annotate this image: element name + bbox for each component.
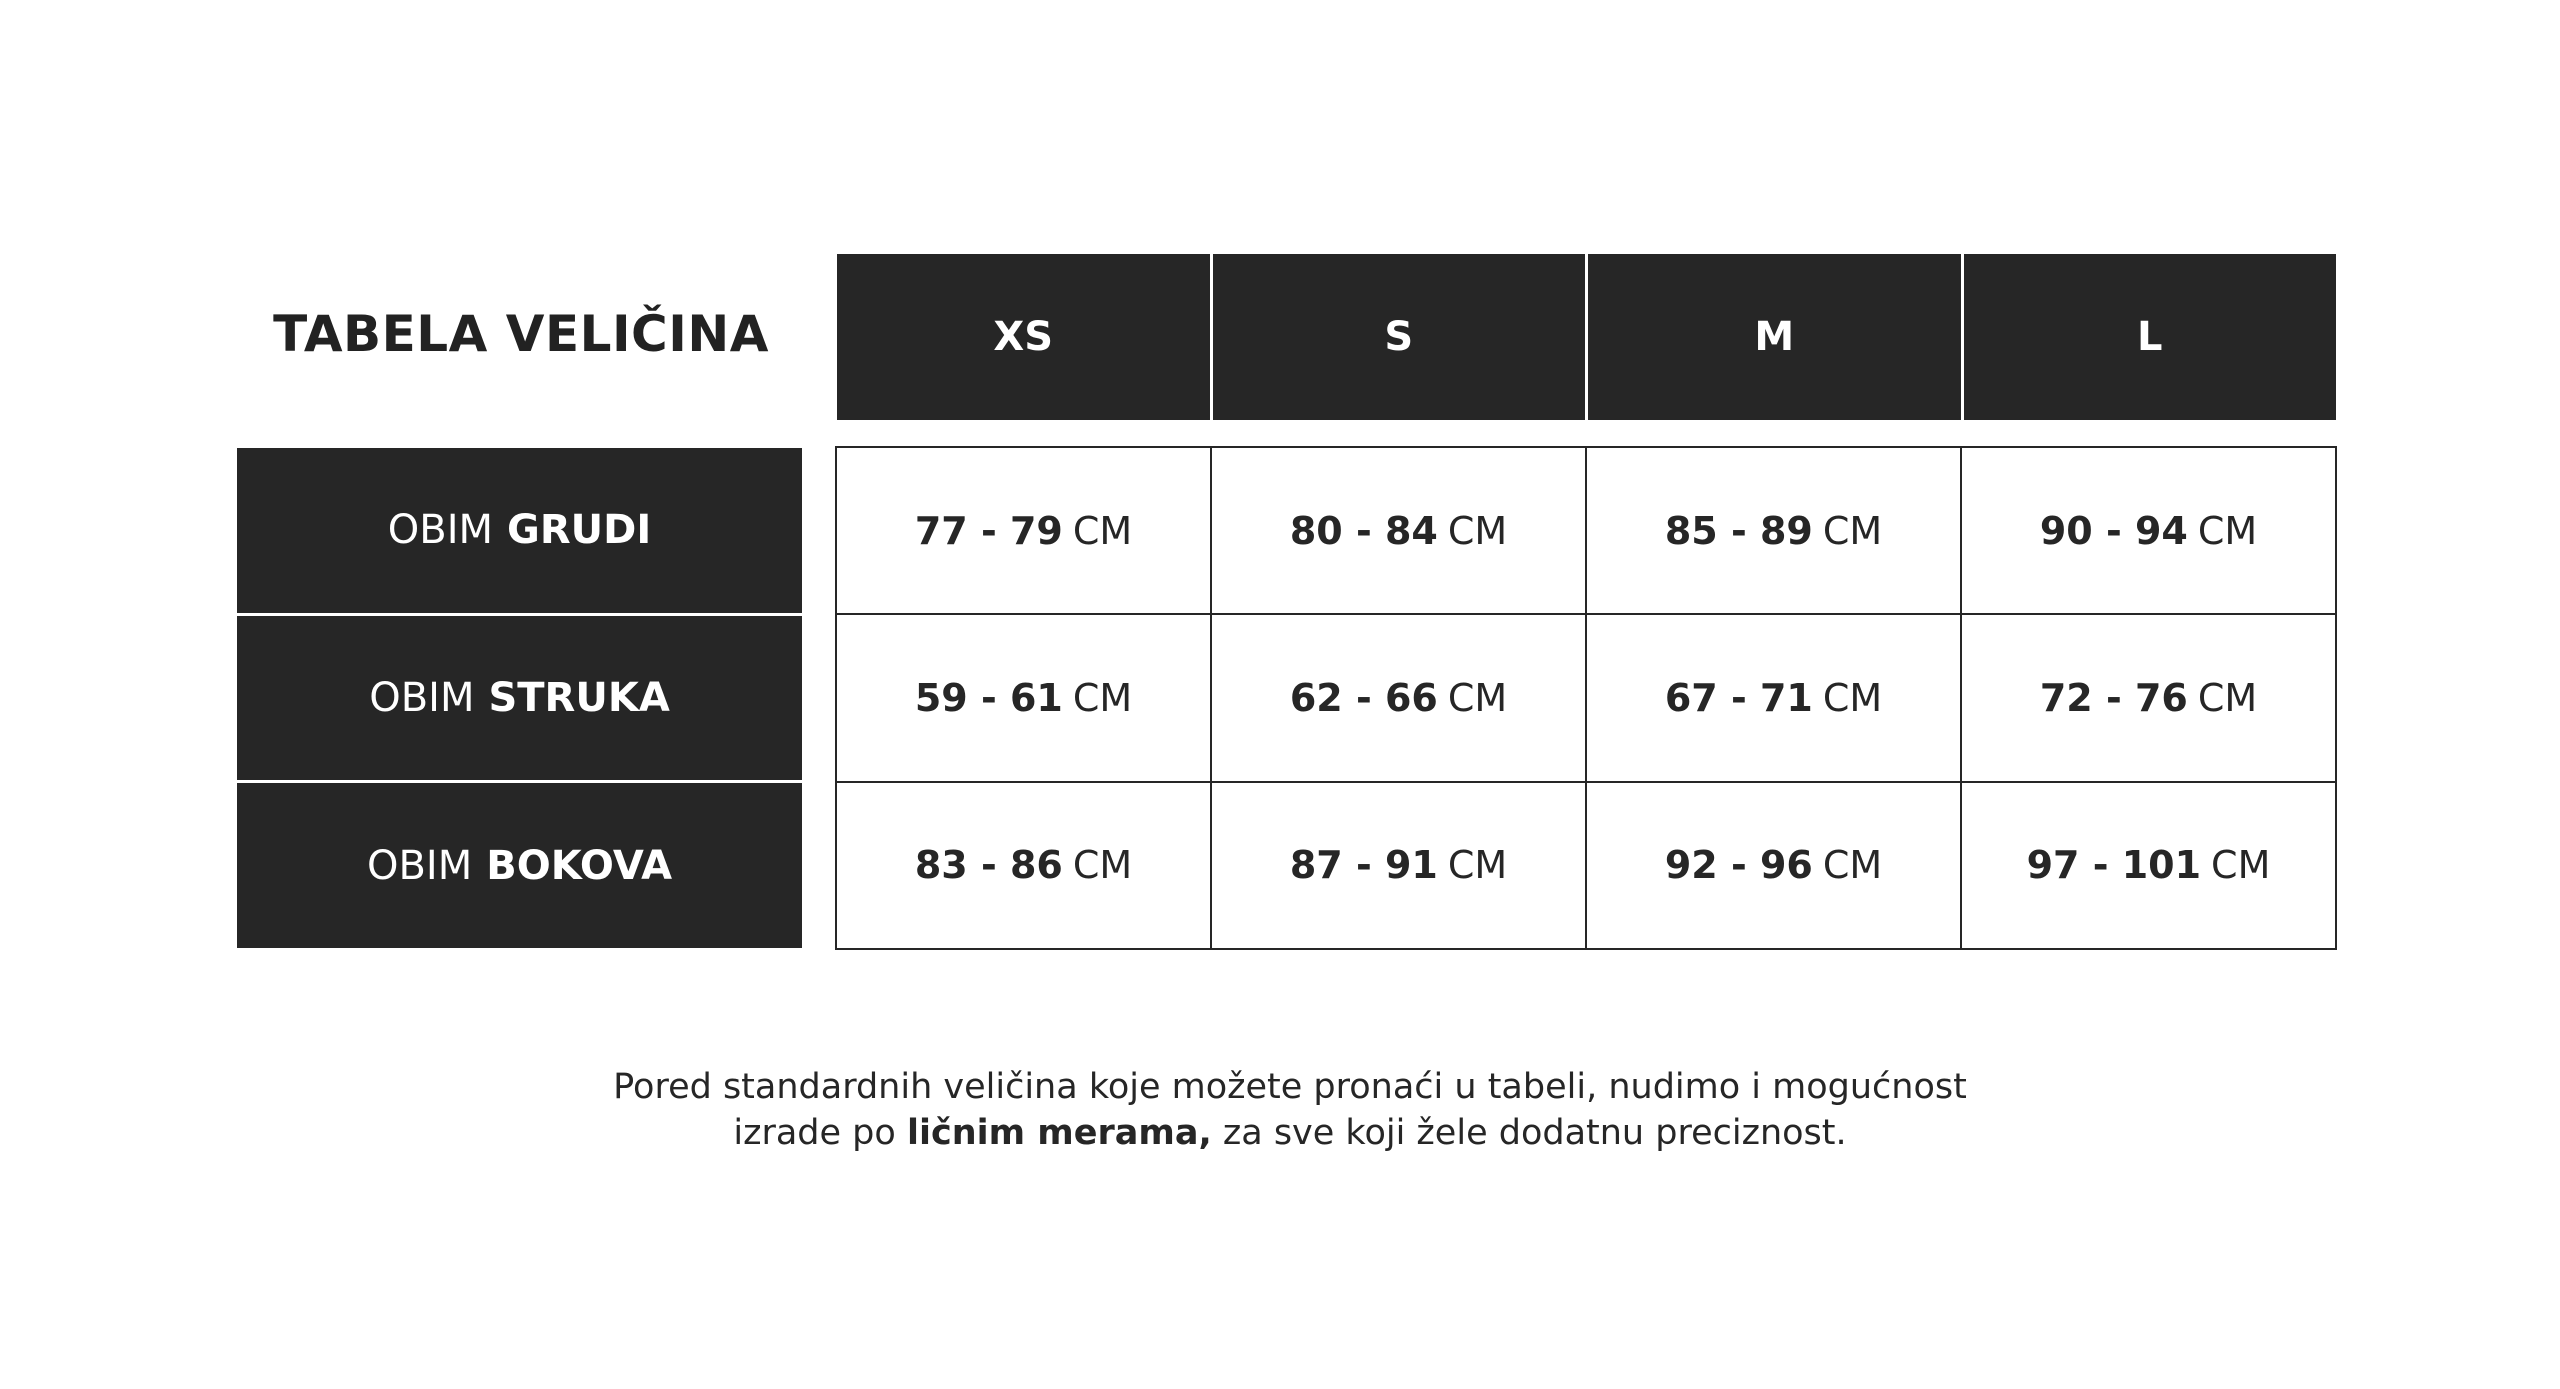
size-table: [835, 446, 2337, 950]
cell-range: 92 - 96: [1664, 843, 1813, 888]
table-row: [836, 447, 2336, 614]
table-cell: [836, 614, 1211, 781]
table-cell: [1211, 447, 1586, 614]
cell-unit: CM: [1447, 675, 1508, 720]
table-cell: [836, 447, 1211, 614]
cell-range: 85 - 89: [1664, 508, 1813, 553]
table-cell: [1211, 614, 1586, 781]
cell-range: 83 - 86: [914, 843, 1063, 888]
size-header-row: [837, 254, 2336, 420]
row-label-name: STRUKA: [488, 675, 670, 721]
size-header-l: L: [1961, 254, 2337, 420]
table-row: [836, 782, 2336, 949]
row-label-struka: [237, 613, 802, 781]
cell-unit: CM: [2197, 675, 2258, 720]
table-cell: [1586, 782, 1961, 949]
row-label-prefix: OBIM: [369, 675, 475, 721]
cell-unit: CM: [2197, 508, 2258, 553]
cell-unit: CM: [1822, 508, 1883, 553]
note-text-bold: ličnim merama,: [906, 1113, 1212, 1153]
cell-unit: CM: [1072, 675, 1133, 720]
cell-unit: CM: [1822, 675, 1883, 720]
cell-range: 62 - 66: [1289, 675, 1438, 720]
table-cell: [1586, 614, 1961, 781]
cell-unit: CM: [1822, 843, 1883, 888]
cell-unit: CM: [2211, 843, 2271, 888]
table-row: [836, 614, 2336, 781]
note-text-after: za sve koji žele dodatnu preciznost.: [1222, 1113, 1847, 1153]
cell-range: 87 - 91: [1289, 843, 1438, 888]
table-cell: [1586, 447, 1961, 614]
size-header-xs: XS: [837, 254, 1210, 420]
row-label-grudi: [237, 448, 802, 613]
note-line-2: [430, 1110, 2150, 1156]
row-label-bokova: [237, 780, 802, 948]
table-cell: [1961, 782, 2336, 949]
note-text-before: izrade po: [733, 1113, 896, 1153]
row-label-name: BOKOVA: [486, 842, 673, 889]
cell-range: 77 - 79: [914, 508, 1063, 553]
size-header-m: M: [1585, 254, 1961, 420]
cell-range: 97 - 101: [2026, 843, 2202, 888]
row-label-name: GRUDI: [507, 507, 652, 554]
page-title: TABELA VELIČINA: [273, 305, 769, 363]
size-header-s: S: [1210, 254, 1586, 420]
cell-range: 67 - 71: [1664, 675, 1813, 720]
table-cell: [836, 782, 1211, 949]
row-label-prefix: OBIM: [366, 842, 473, 889]
table-cell: [1211, 782, 1586, 949]
row-label-prefix: OBIM: [387, 507, 494, 554]
table-cell: [1961, 447, 2336, 614]
cell-unit: CM: [1447, 508, 1508, 553]
table-cell: [1961, 614, 2336, 781]
cell-unit: CM: [1072, 843, 1133, 888]
cell-range: 90 - 94: [2039, 508, 2188, 553]
cell-range: 72 - 76: [2039, 675, 2188, 720]
custom-measure-note: [430, 1064, 2150, 1156]
cell-unit: CM: [1447, 843, 1508, 888]
note-line-1: Pored standardnih veličina koje možete pronaći u tabeli, nudimo i mogućnost: [613, 1067, 1967, 1107]
measurement-labels: [237, 448, 802, 948]
cell-unit: CM: [1072, 508, 1133, 553]
cell-range: 59 - 61: [914, 675, 1063, 720]
cell-range: 80 - 84: [1289, 508, 1438, 553]
